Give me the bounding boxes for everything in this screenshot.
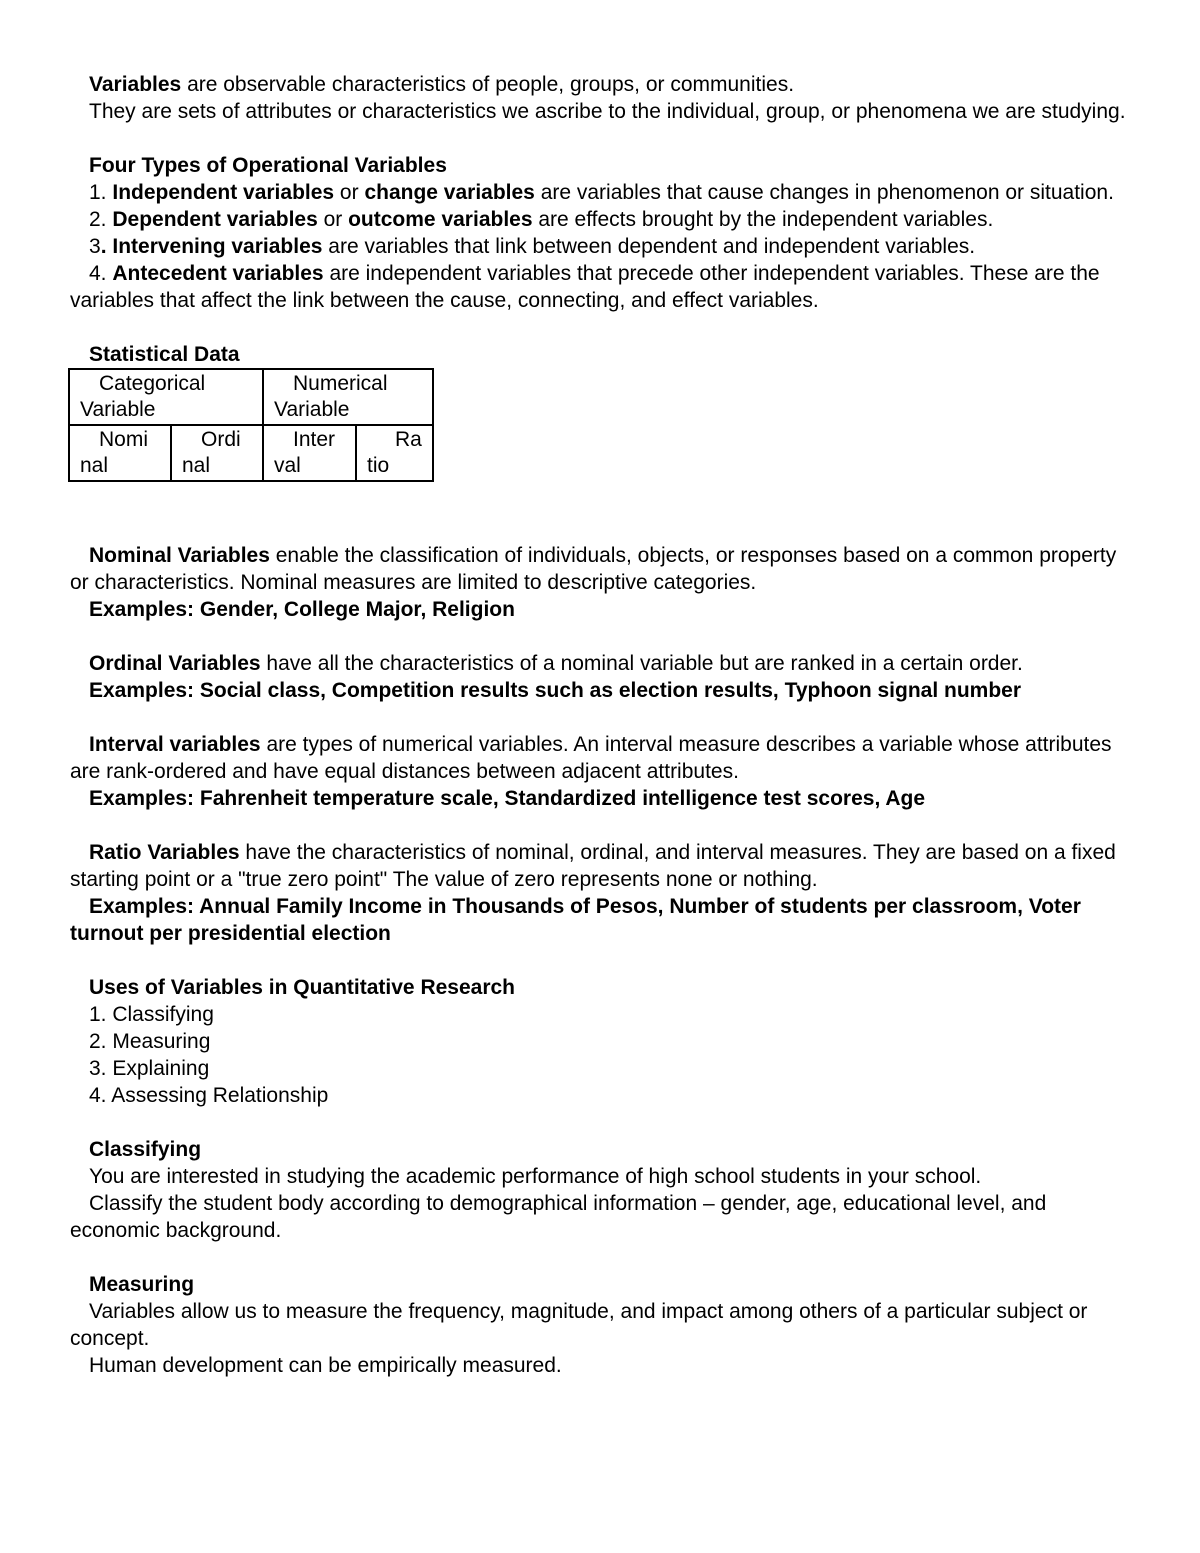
item-term: Antecedent variables: [112, 262, 324, 285]
four-types-item-4: [70, 260, 1130, 314]
table-row: [69, 425, 433, 481]
uses-item-3: 3. Explaining: [89, 1057, 210, 1080]
nominal-paragraph: [70, 542, 1130, 596]
measuring-paragraph-1: Variables allow us to measure the frequency, magnitude, and impact among others of a particular subject or concept.: [70, 1300, 1088, 1350]
cell-text: Variable: [80, 398, 156, 421]
cell-text: nal: [80, 454, 109, 477]
item-text: are independent variables that precede other independent variables. These are the variables that affect the link between the cause, connecting, and effect variables.: [70, 262, 1100, 312]
classifying-paragraph-2: Classify the student body according to demographical information – gender, age, educational level, and economic background.: [70, 1192, 1047, 1242]
classifying-paragraph-1: You are interested in studying the academic performance of high school students in your school.: [89, 1165, 982, 1188]
numerical-variable-cell: [263, 369, 433, 425]
classifying-heading-text: Classifying: [89, 1138, 202, 1161]
nominal-term: Nominal Variables: [89, 544, 270, 567]
item-connector: or: [317, 208, 349, 231]
uses-item-1: 1. Classifying: [89, 1003, 214, 1026]
ordinal-term: Ordinal Variables: [89, 652, 261, 675]
interval-examples: [70, 785, 1130, 812]
document-page: [70, 71, 1130, 1379]
intro-term: Variables: [89, 73, 182, 96]
item-number: 3: [89, 235, 101, 258]
interval-text: are types of numerical variables. An interval measure describes a variable whose attributes are rank-ordered and have equal distances between adjacent attributes.: [70, 733, 1112, 783]
four-types-item-2: [70, 206, 1130, 233]
interval-examples-text: Examples: Fahrenheit temperature scale, Standardized intelligence test scores, Age: [89, 787, 926, 810]
intro-paragraph-2: They are sets of attributes or characteristics we ascribe to the individual, group, or phenomena we are studying.: [89, 100, 1126, 123]
item-term-2: outcome variables: [348, 208, 533, 231]
ordinal-cell: [171, 425, 263, 481]
ordinal-examples-text: Examples: Social class, Competition results such as election results, Typhoon signal number: [89, 679, 1022, 702]
interval-term: Interval variables: [89, 733, 261, 756]
intro-paragraph-1: [70, 71, 1130, 98]
item-number: 4.: [89, 262, 113, 285]
classifying-heading: [70, 1136, 1130, 1163]
item-number: 2.: [89, 208, 113, 231]
four-types-heading: [70, 152, 1130, 179]
four-types-item-3: [70, 233, 1130, 260]
interval-cell: [263, 425, 356, 481]
measuring-heading: [70, 1271, 1130, 1298]
cell-text: Variable: [274, 398, 350, 421]
cell-text: Nomi: [99, 428, 149, 451]
ordinal-paragraph: [70, 650, 1130, 677]
measuring-heading-text: Measuring: [89, 1273, 195, 1296]
uses-item-4: 4. Assessing Relationship: [89, 1084, 329, 1107]
intro-text-1: are observable characteristics of people, groups, or communities.: [181, 73, 795, 96]
ratio-paragraph: [70, 839, 1130, 893]
ratio-text: have the characteristics of nominal, ordinal, and interval measures. They are based on a fixed starting point or a "true zero point" The value of zero represents none or nothing.: [70, 841, 1116, 891]
statistical-data-heading-text: Statistical Data: [89, 343, 240, 366]
uses-heading: [70, 974, 1130, 1001]
cell-text: Categorical: [99, 372, 206, 395]
cell-text: nal: [182, 454, 211, 477]
nominal-cell: [69, 425, 171, 481]
item-number: 1.: [89, 181, 113, 204]
ordinal-examples: [70, 677, 1130, 704]
item-term: Dependent variables: [112, 208, 318, 231]
cell-text: tio: [367, 454, 390, 477]
measuring-paragraph-2: Human development can be empirically measured.: [89, 1354, 562, 1377]
item-text: are variables that link between dependent and independent variables.: [322, 235, 976, 258]
cell-text: Ordi: [201, 428, 241, 451]
item-text: are effects brought by the independent variables.: [532, 208, 994, 231]
item-connector: or: [334, 181, 365, 204]
cell-text: Numerical: [293, 372, 388, 395]
statistical-data-table: [68, 368, 434, 482]
ratio-cell: [356, 425, 433, 481]
cell-text: Ra: [395, 428, 422, 451]
categorical-variable-cell: [69, 369, 263, 425]
cell-text: Inter: [293, 428, 336, 451]
item-text: are variables that cause changes in phenomenon or situation.: [534, 181, 1114, 204]
item-term-2: change variables: [364, 181, 535, 204]
uses-item-2: 2. Measuring: [89, 1030, 211, 1053]
cell-text: val: [274, 454, 301, 477]
ratio-term: Ratio Variables: [89, 841, 240, 864]
item-term: . Intervening variables: [100, 235, 323, 258]
uses-heading-text: Uses of Variables in Quantitative Research: [89, 976, 516, 999]
ratio-examples: [70, 893, 1130, 947]
four-types-item-1: [70, 179, 1130, 206]
nominal-examples-text: Examples: Gender, College Major, Religion: [89, 598, 515, 621]
ratio-examples-text: Examples: Annual Family Income in Thousands of Pesos, Number of students per classroom, Voter turnout per presidential election: [70, 895, 1081, 945]
four-types-heading-text: Four Types of Operational Variables: [89, 154, 447, 177]
nominal-text: enable the classification of individuals, objects, or responses based on a common property or characteristics. Nominal measures are limited to descriptive categories.: [70, 544, 1117, 594]
item-term: Independent variables: [112, 181, 335, 204]
table-row: [69, 369, 433, 425]
interval-paragraph: [70, 731, 1130, 785]
ordinal-text: have all the characteristics of a nominal variable but are ranked in a certain order.: [260, 652, 1023, 675]
statistical-data-heading: [70, 341, 1130, 368]
nominal-examples: [70, 596, 1130, 623]
